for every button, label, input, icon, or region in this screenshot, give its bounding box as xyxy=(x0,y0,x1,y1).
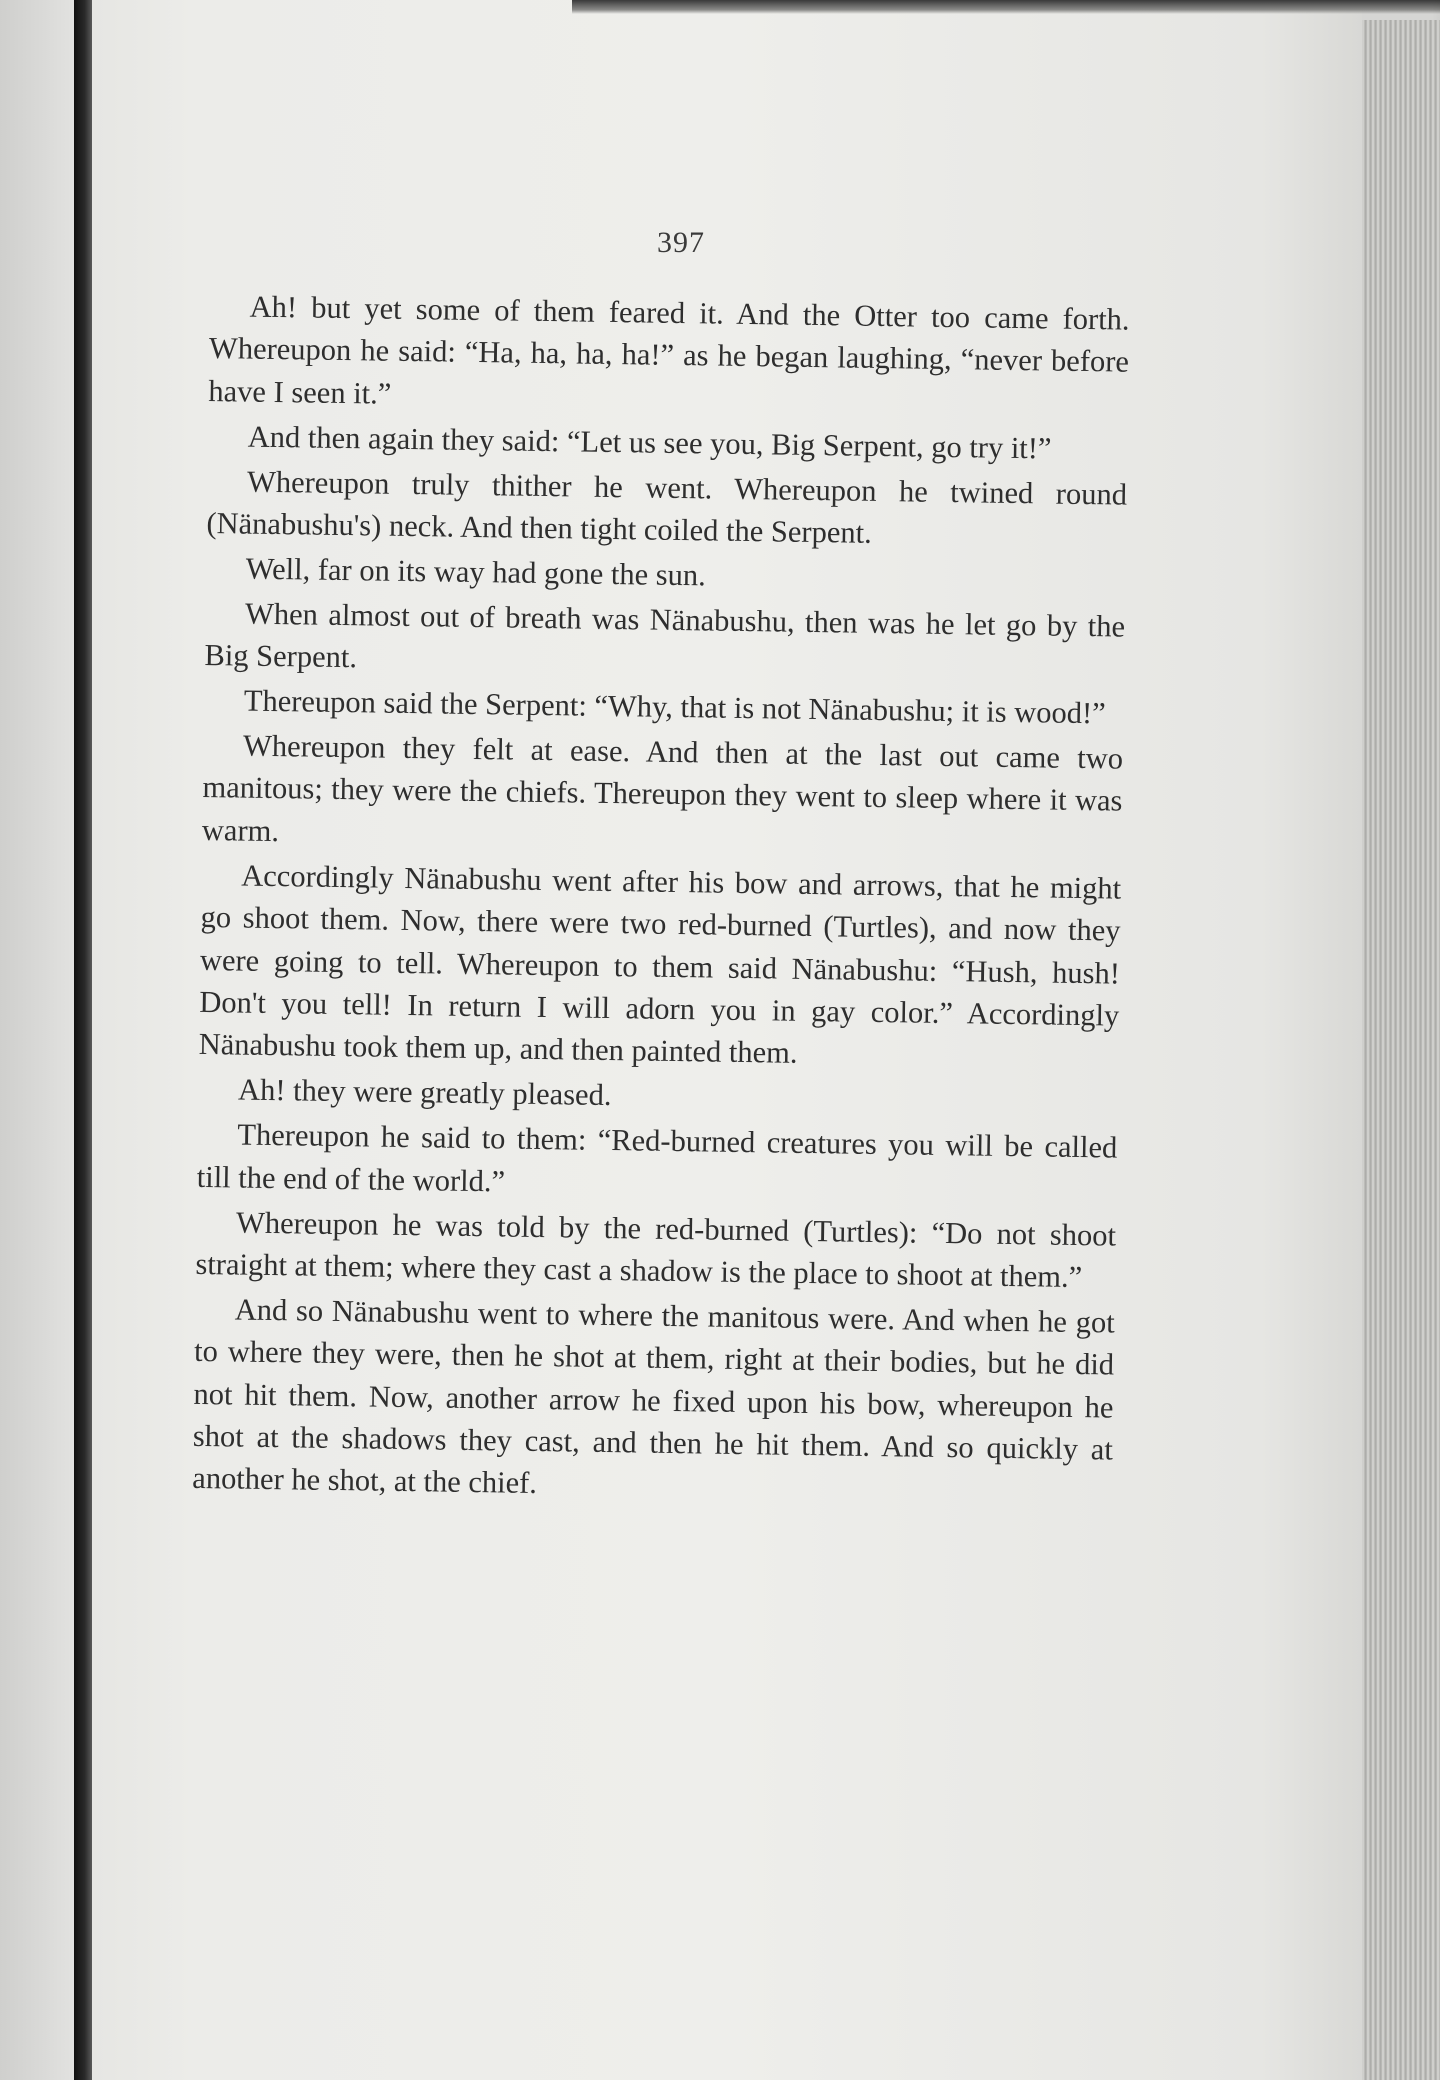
paragraph: And then again they said: “Let us see you, Big Serpent, go try it!” xyxy=(247,419,1052,466)
paragraph: Ah! but yet some of them feared it. And the Otter too came forth. Whereupon he said: “Ha, ha, ha, ha!” as he began laughing, “never before have I seen it.” xyxy=(208,289,1130,411)
page-number: 397 xyxy=(657,226,705,259)
paragraph: Well, far on its way had gone the sun. xyxy=(245,551,707,593)
paragraph: When almost out of breath was Nänabushu, then was he let go by the Big Serpent. xyxy=(204,596,1126,675)
body-text xyxy=(192,285,1130,1516)
page-top-shadow xyxy=(572,0,1440,14)
paragraph: Ah! they were greatly pleased. xyxy=(237,1072,612,1113)
paragraph: Thereupon he said to them: “Red-burned creatures you will be called till the end of the world.” xyxy=(196,1117,1118,1199)
page-stack-edges xyxy=(1362,20,1440,2080)
paragraph: Thereupon said the Serpent: “Why, that is not Nänabushu; it is wood!” xyxy=(243,683,1106,731)
book-spine-gutter xyxy=(74,0,92,2080)
paragraph: And so Nänabushu went to where the manitous were. And when he got to where they were, then he shot at them, right at their bodies, but he did not hit them. Now, another arrow he fixed upon his bow, whereupon he shot at the shadows they cast, and then he hit them. And so quickly at another he shot, at the chief. xyxy=(192,1292,1115,1501)
paragraph: Whereupon truly thither he went. Whereupon he twined round (Nänabushu's) neck. And then tight coiled the Serpent. xyxy=(206,464,1128,550)
left-page-edge xyxy=(0,0,74,2080)
paragraph: Accordingly Nänabushu went after his bow and arrows, that he might go shoot them. Now, there were two red-burned (Turtles), and now they were going to tell. Whereupon to them said Nänabushu: “Hush, hush! Don't you tell! In return I will adorn you in gay color.” Accordingly Nänabushu took them up, and then painted them. xyxy=(198,858,1122,1071)
paragraph: Whereupon they felt at ease. And then at the last out came two manitous; they were the chiefs. Thereupon they went to sleep where it was warm. xyxy=(201,728,1124,848)
paragraph: Whereupon he was told by the red-burned (Turtles): “Do not shoot straight at them; where they cast a shadow is the place to shoot at them.” xyxy=(195,1205,1117,1294)
